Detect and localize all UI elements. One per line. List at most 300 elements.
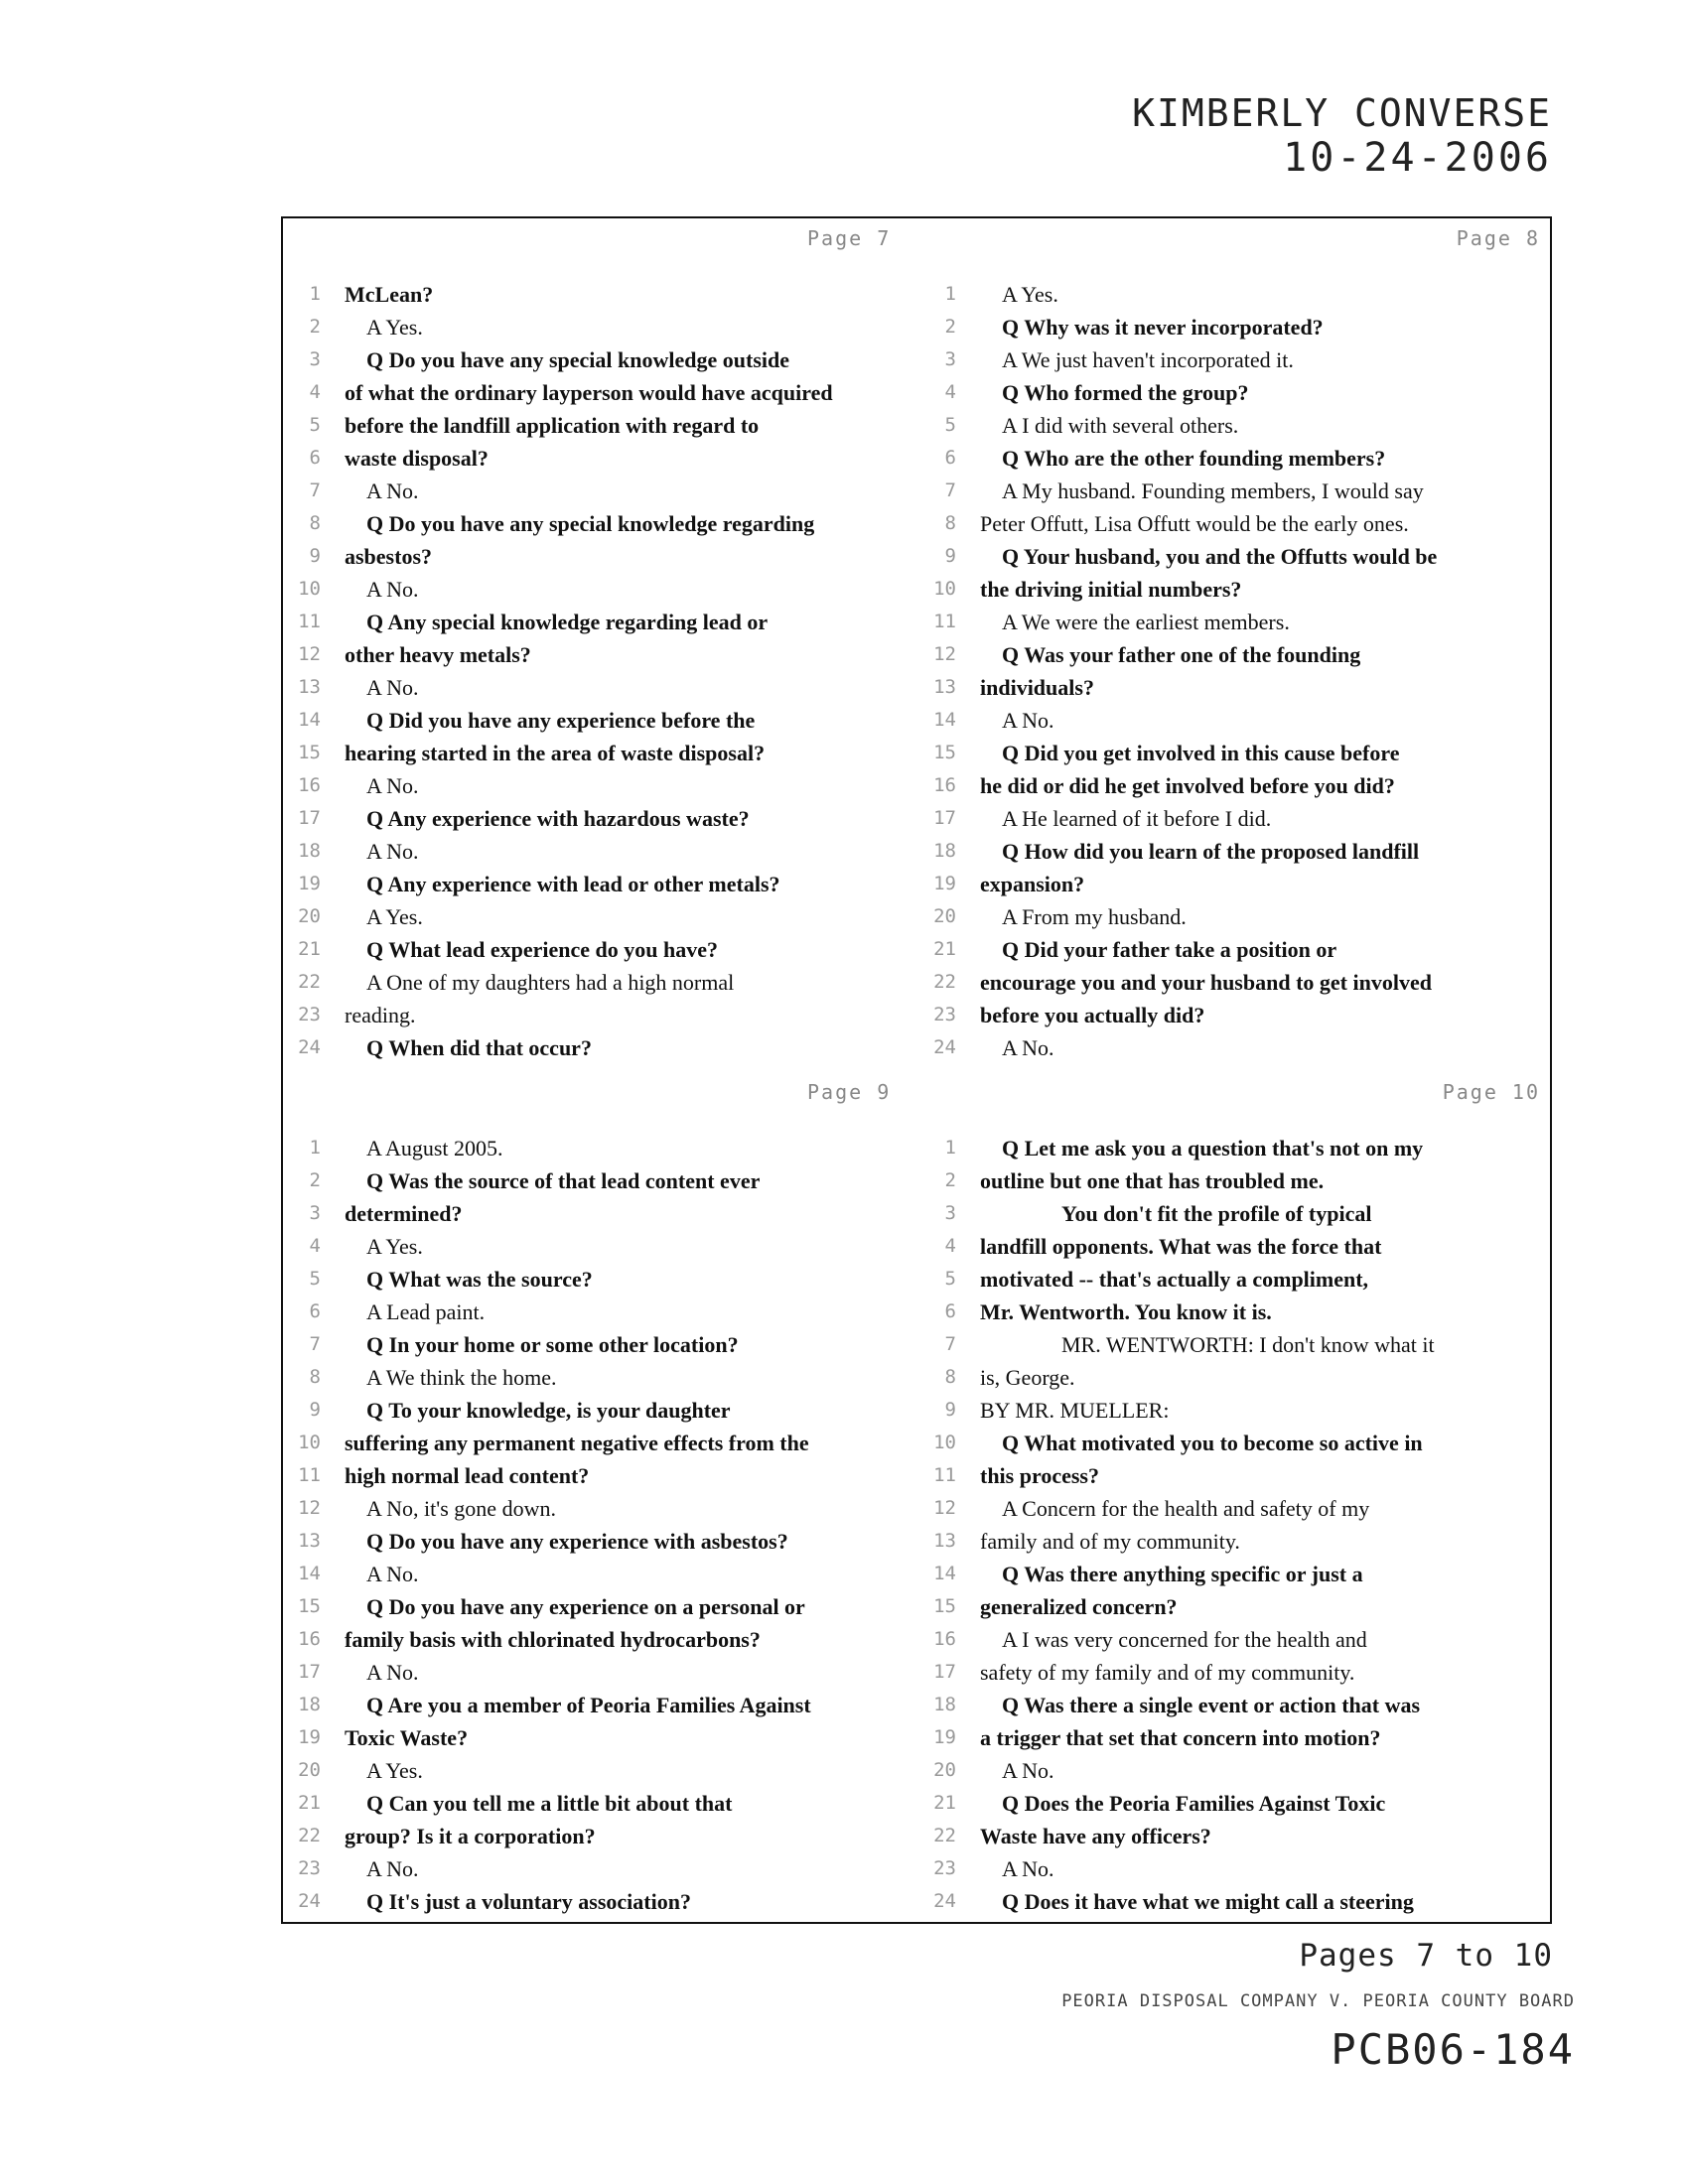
line-number: 15: [298, 742, 321, 763]
line-number: 9: [944, 545, 956, 567]
transcript-line: [918, 1787, 1554, 1820]
docket-number: PCB06-184: [1331, 2025, 1575, 2074]
transcript-line: [283, 1459, 918, 1492]
line-number: 1: [309, 1137, 321, 1159]
line-number: 19: [933, 873, 956, 894]
line-text: A We think the home.: [366, 1365, 557, 1390]
line-text: a trigger that set that concern into motion?: [980, 1725, 1381, 1750]
line-number: 6: [309, 447, 321, 469]
line-text: of what the ordinary layperson would have acquired: [345, 380, 833, 405]
line-text: Q Did you get involved in this cause before: [1002, 741, 1400, 765]
transcript-line: [283, 376, 918, 409]
line-number: 3: [309, 348, 321, 370]
line-number: 8: [944, 1366, 956, 1388]
line-text: Q Any experience with hazardous waste?: [366, 806, 750, 831]
deponent-name: KIMBERLY CONVERSE: [1132, 91, 1552, 135]
line-text: A We were the earliest members.: [1002, 610, 1290, 634]
line-text: family and of my community.: [980, 1529, 1240, 1554]
line-number: 12: [298, 643, 321, 665]
line-number: 20: [298, 1759, 321, 1781]
transcript-line: [283, 1590, 918, 1623]
transcript-line: [283, 606, 918, 638]
transcript-line: [283, 1885, 918, 1918]
transcript-line: [918, 507, 1554, 540]
line-text: Q To your knowledge, is your daughter: [366, 1398, 731, 1423]
line-text: A No.: [1002, 1856, 1054, 1881]
line-number: 22: [298, 1825, 321, 1846]
line-number: 17: [298, 1661, 321, 1683]
line-number: 8: [309, 1366, 321, 1388]
line-text: asbestos?: [345, 544, 433, 569]
transcript-page: [918, 1072, 1554, 1926]
transcript-line: [283, 704, 918, 737]
line-number: 5: [944, 414, 956, 436]
line-number: 3: [944, 1202, 956, 1224]
line-text: A Concern for the health and safety of my: [1002, 1496, 1370, 1521]
transcript-line: [918, 573, 1554, 606]
line-number: 14: [933, 709, 956, 731]
transcript-line: [283, 1031, 918, 1064]
line-number: 10: [933, 578, 956, 600]
line-number: 22: [298, 971, 321, 993]
line-number: 16: [933, 774, 956, 796]
page-number: Page 8: [1456, 226, 1540, 250]
line-text: individuals?: [980, 675, 1094, 700]
line-text: Q Was the source of that lead content ever: [366, 1168, 761, 1193]
line-text: reading.: [345, 1003, 416, 1027]
line-number: 11: [298, 611, 321, 632]
line-text: A Yes.: [366, 1234, 423, 1259]
transcript-line: [918, 1721, 1554, 1754]
transcript-line: [918, 278, 1554, 311]
line-text: A Yes.: [366, 1758, 423, 1783]
line-text: A From my husband.: [1002, 904, 1187, 929]
line-text: Q Was your father one of the founding: [1002, 642, 1361, 667]
line-number: 4: [309, 1235, 321, 1257]
line-number: 10: [298, 1432, 321, 1453]
line-text: A No.: [366, 675, 419, 700]
line-text: Q Was there anything specific or just a: [1002, 1562, 1363, 1586]
transcript-line: [918, 1132, 1554, 1164]
line-text: A Yes.: [366, 315, 423, 340]
line-text: A No.: [366, 1660, 419, 1685]
line-number: 10: [298, 578, 321, 600]
line-text: he did or did he get involved before you did?: [980, 773, 1395, 798]
transcript-line: [283, 966, 918, 999]
line-number: 12: [298, 1497, 321, 1519]
line-text: Q When did that occur?: [366, 1035, 592, 1060]
transcript-line: [918, 1459, 1554, 1492]
transcript-line: [918, 868, 1554, 900]
transcript-line: [283, 1263, 918, 1296]
transcript-line: [918, 671, 1554, 704]
line-number: 19: [298, 1726, 321, 1748]
line-number: 5: [944, 1268, 956, 1290]
transcript-line: [918, 1427, 1554, 1459]
line-text: landfill opponents. What was the force that: [980, 1234, 1382, 1259]
page-number: Page 10: [1442, 1080, 1540, 1104]
line-number: 2: [309, 1169, 321, 1191]
transcript-line: [283, 1296, 918, 1328]
line-text: family basis with chlorinated hydrocarbons?: [345, 1627, 761, 1652]
transcript-line: [918, 1689, 1554, 1721]
transcript-line: [283, 999, 918, 1031]
line-text: A No.: [366, 478, 419, 503]
transcript-line: [918, 966, 1554, 999]
page-number: Page 9: [807, 1080, 892, 1104]
line-number: 1: [309, 283, 321, 305]
transcript-line: [283, 343, 918, 376]
line-text: Toxic Waste?: [345, 1725, 469, 1750]
line-number: 21: [933, 938, 956, 960]
line-text: is, George.: [980, 1365, 1075, 1390]
transcript-line: [283, 409, 918, 442]
transcript-line: [918, 1590, 1554, 1623]
transcript-line: [918, 638, 1554, 671]
transcript-line: [918, 540, 1554, 573]
line-text: Q Any special knowledge regarding lead or: [366, 610, 769, 634]
line-number: 11: [933, 1464, 956, 1486]
transcript-line: [283, 1230, 918, 1263]
line-text: Q Did you have any experience before the: [366, 708, 756, 733]
line-text: Peter Offutt, Lisa Offutt would be the early ones.: [980, 511, 1409, 536]
line-text: Q Why was it never incorporated?: [1002, 315, 1324, 340]
line-text: hearing started in the area of waste disposal?: [345, 741, 766, 765]
transcript-line: [918, 311, 1554, 343]
line-number: 22: [933, 971, 956, 993]
line-number: 21: [298, 938, 321, 960]
transcript-line: [918, 1558, 1554, 1590]
transcript-lines: [918, 1132, 1554, 1918]
transcript-line: [918, 999, 1554, 1031]
line-text: this process?: [980, 1463, 1099, 1488]
page-range: Pages 7 to 10: [1299, 1938, 1553, 1974]
line-number: 8: [944, 512, 956, 534]
line-text: A No, it's gone down.: [366, 1496, 556, 1521]
line-text: Q Does it have what we might call a steering: [1002, 1889, 1414, 1914]
transcript-line: [283, 1132, 918, 1164]
transcript-line: [283, 769, 918, 802]
line-text: BY MR. MUELLER:: [980, 1398, 1170, 1423]
transcript-line: [918, 1623, 1554, 1656]
line-text: A No.: [366, 839, 419, 864]
transcript-line: [283, 933, 918, 966]
line-text: A No.: [366, 773, 419, 798]
transcript-line: [283, 1427, 918, 1459]
line-number: 7: [309, 1333, 321, 1355]
transcript-lines: [283, 1132, 918, 1918]
line-text: A I did with several others.: [1002, 413, 1239, 438]
transcript-line: [283, 1656, 918, 1689]
line-number: 24: [298, 1036, 321, 1058]
case-caption: PEORIA DISPOSAL COMPANY V. PEORIA COUNTY BOARD: [1061, 1991, 1575, 2011]
line-text: Q Do you have any experience with asbestos?: [366, 1529, 788, 1554]
line-text: safety of my family and of my community.: [980, 1660, 1355, 1685]
transcript-page: [283, 1072, 918, 1926]
transcript-line: [283, 900, 918, 933]
transcript-line: [283, 1197, 918, 1230]
line-number: 11: [933, 611, 956, 632]
transcript-line: [918, 343, 1554, 376]
line-text: MR. WENTWORTH: I don't know what it: [1061, 1332, 1435, 1357]
line-text: encourage you and your husband to get involved: [980, 970, 1432, 995]
line-number: 23: [933, 1857, 956, 1879]
transcript-line: [283, 442, 918, 475]
transcript-line: [918, 1197, 1554, 1230]
line-text: Waste have any officers?: [980, 1824, 1211, 1848]
transcript-frame: [281, 216, 1552, 1924]
line-text: motivated -- that's actually a compliment,: [980, 1267, 1369, 1292]
line-text: Q Your husband, you and the Offutts would be: [1002, 544, 1438, 569]
line-text: A No.: [366, 1562, 419, 1586]
line-number: 17: [933, 807, 956, 829]
transcript-line: [283, 1754, 918, 1787]
transcript-line: [918, 900, 1554, 933]
line-text: determined?: [345, 1201, 463, 1226]
transcript-line: [283, 638, 918, 671]
line-number: 14: [933, 1563, 956, 1584]
transcript-line: [918, 1296, 1554, 1328]
transcript-line: [918, 376, 1554, 409]
line-number: 21: [933, 1792, 956, 1814]
transcript-line: [283, 475, 918, 507]
line-number: 23: [298, 1857, 321, 1879]
line-number: 24: [933, 1036, 956, 1058]
line-text: Q Was there a single event or action that was: [1002, 1693, 1421, 1717]
line-number: 2: [944, 1169, 956, 1191]
transcript-line: [283, 737, 918, 769]
line-text: McLean?: [345, 282, 434, 307]
line-text: other heavy metals?: [345, 642, 531, 667]
line-number: 16: [298, 1628, 321, 1650]
line-number: 15: [298, 1595, 321, 1617]
transcript-line: [283, 1394, 918, 1427]
transcript-line: [918, 1263, 1554, 1296]
transcript-line: [283, 868, 918, 900]
transcript-line: [918, 1525, 1554, 1558]
transcript-line: [283, 1328, 918, 1361]
line-text: Q What motivated you to become so active in: [1002, 1431, 1423, 1455]
line-number: 1: [944, 1137, 956, 1159]
line-text: Q What lead experience do you have?: [366, 937, 719, 962]
transcript-line: [283, 1558, 918, 1590]
line-text: Q Let me ask you a question that's not on my: [1002, 1136, 1424, 1160]
line-number: 13: [298, 1530, 321, 1552]
line-number: 13: [933, 676, 956, 698]
line-number: 4: [309, 381, 321, 403]
transcript-page: [283, 218, 918, 1072]
line-number: 6: [309, 1300, 321, 1322]
line-text: Q Who are the other founding members?: [1002, 446, 1386, 471]
transcript-line: [918, 1754, 1554, 1787]
transcript-line: [918, 1656, 1554, 1689]
line-number: 3: [944, 348, 956, 370]
line-text: Q Can you tell me a little bit about that: [366, 1791, 733, 1816]
transcript-line: [283, 835, 918, 868]
line-number: 1: [944, 283, 956, 305]
transcript-line: [283, 1361, 918, 1394]
line-number: 18: [298, 1694, 321, 1715]
line-text: the driving initial numbers?: [980, 577, 1242, 602]
transcript-line: [918, 769, 1554, 802]
line-text: You don't fit the profile of typical: [1061, 1201, 1372, 1226]
line-number: 7: [944, 479, 956, 501]
line-number: 16: [933, 1628, 956, 1650]
line-text: A No.: [366, 1856, 419, 1881]
line-text: group? Is it a corporation?: [345, 1824, 596, 1848]
line-number: 24: [298, 1890, 321, 1912]
line-number: 2: [944, 316, 956, 338]
transcript-line: [918, 1492, 1554, 1525]
transcript-line: [283, 1689, 918, 1721]
line-number: 22: [933, 1825, 956, 1846]
line-number: 20: [933, 905, 956, 927]
line-number: 13: [298, 676, 321, 698]
line-text: Q Who formed the group?: [1002, 380, 1249, 405]
transcript-line: [283, 311, 918, 343]
transcript-line: [283, 1525, 918, 1558]
transcript-line: [283, 540, 918, 573]
transcript-line: [283, 573, 918, 606]
line-number: 11: [298, 1464, 321, 1486]
transcript-lines: [918, 278, 1554, 1064]
line-text: A No.: [1002, 708, 1054, 733]
line-text: A One of my daughters had a high normal: [366, 970, 735, 995]
transcript-line: [283, 671, 918, 704]
line-text: Q It's just a voluntary association?: [366, 1889, 691, 1914]
line-number: 18: [298, 840, 321, 862]
line-text: A He learned of it before I did.: [1002, 806, 1272, 831]
line-text: A I was very concerned for the health and: [1002, 1627, 1367, 1652]
transcript-line: [283, 507, 918, 540]
transcript-line: [283, 1820, 918, 1852]
line-text: Q Do you have any experience on a personal or: [366, 1594, 805, 1619]
transcript-line: [918, 475, 1554, 507]
transcript-line: [918, 1164, 1554, 1197]
line-text: Q In your home or some other location?: [366, 1332, 739, 1357]
line-text: A No.: [1002, 1758, 1054, 1783]
line-number: 2: [309, 316, 321, 338]
transcript-line: [918, 1394, 1554, 1427]
line-number: 6: [944, 447, 956, 469]
line-number: 12: [933, 643, 956, 665]
line-text: generalized concern?: [980, 1594, 1178, 1619]
line-number: 9: [309, 545, 321, 567]
transcript-line: [918, 1031, 1554, 1064]
line-number: 9: [309, 1399, 321, 1421]
transcript-line: [918, 802, 1554, 835]
page-number: Page 7: [807, 226, 892, 250]
transcript-line: [283, 1787, 918, 1820]
transcript-line: [283, 1721, 918, 1754]
line-text: suffering any permanent negative effects from the: [345, 1431, 809, 1455]
line-text: A No.: [366, 577, 419, 602]
line-text: A Yes.: [1002, 282, 1058, 307]
line-text: Q Does the Peoria Families Against Toxic: [1002, 1791, 1386, 1816]
transcript-line: [918, 1361, 1554, 1394]
line-number: 21: [298, 1792, 321, 1814]
line-number: 23: [298, 1004, 321, 1025]
line-number: 19: [933, 1726, 956, 1748]
transcript-line: [918, 409, 1554, 442]
line-number: 12: [933, 1497, 956, 1519]
line-text: before the landfill application with regard to: [345, 413, 760, 438]
line-number: 8: [309, 512, 321, 534]
line-text: Mr. Wentworth. You know it is.: [980, 1299, 1272, 1324]
transcript-line: [918, 1852, 1554, 1885]
line-number: 4: [944, 381, 956, 403]
line-number: 5: [309, 1268, 321, 1290]
transcript-line: [918, 606, 1554, 638]
transcript-page: [918, 218, 1554, 1072]
transcript-line: [918, 1885, 1554, 1918]
transcript-line: [283, 1164, 918, 1197]
line-text: A August 2005.: [366, 1136, 503, 1160]
line-number: 23: [933, 1004, 956, 1025]
transcript-line: [918, 933, 1554, 966]
line-number: 10: [933, 1432, 956, 1453]
transcript-line: [918, 737, 1554, 769]
transcript-line: [283, 1492, 918, 1525]
transcript-line: [283, 802, 918, 835]
deposition-date: 10-24-2006: [1283, 135, 1552, 181]
line-text: Q What was the source?: [366, 1267, 593, 1292]
line-number: 18: [933, 1694, 956, 1715]
line-text: Q Are you a member of Peoria Families Against: [366, 1693, 811, 1717]
line-number: 15: [933, 1595, 956, 1617]
line-number: 13: [933, 1530, 956, 1552]
transcript-line: [918, 704, 1554, 737]
line-text: outline but one that has troubled me.: [980, 1168, 1325, 1193]
line-number: 24: [933, 1890, 956, 1912]
line-text: A No.: [1002, 1035, 1054, 1060]
line-text: Q How did you learn of the proposed landfill: [1002, 839, 1420, 864]
transcript-line: [283, 278, 918, 311]
transcript-line: [283, 1852, 918, 1885]
line-number: 16: [298, 774, 321, 796]
line-text: before you actually did?: [980, 1003, 1205, 1027]
line-number: 14: [298, 709, 321, 731]
line-text: Q Any experience with lead or other metals?: [366, 872, 780, 896]
line-number: 14: [298, 1563, 321, 1584]
transcript-lines: [283, 278, 918, 1064]
line-number: 6: [944, 1300, 956, 1322]
line-number: 9: [944, 1399, 956, 1421]
line-number: 18: [933, 840, 956, 862]
line-text: A We just haven't incorporated it.: [1002, 347, 1294, 372]
transcript-line: [918, 1328, 1554, 1361]
line-text: A Lead paint.: [366, 1299, 486, 1324]
line-number: 20: [933, 1759, 956, 1781]
transcript-line: [918, 835, 1554, 868]
line-number: 4: [944, 1235, 956, 1257]
transcript-line: [283, 1623, 918, 1656]
line-number: 17: [298, 807, 321, 829]
line-text: Q Do you have any special knowledge regarding: [366, 511, 815, 536]
transcript-line: [918, 1230, 1554, 1263]
line-number: 20: [298, 905, 321, 927]
line-number: 5: [309, 414, 321, 436]
line-text: A Yes.: [366, 904, 423, 929]
line-text: A My husband. Founding members, I would say: [1002, 478, 1424, 503]
line-text: waste disposal?: [345, 446, 489, 471]
line-number: 3: [309, 1202, 321, 1224]
line-text: Q Did your father take a position or: [1002, 937, 1337, 962]
transcript-line: [918, 1820, 1554, 1852]
line-number: 7: [944, 1333, 956, 1355]
line-number: 17: [933, 1661, 956, 1683]
line-number: 19: [298, 873, 321, 894]
